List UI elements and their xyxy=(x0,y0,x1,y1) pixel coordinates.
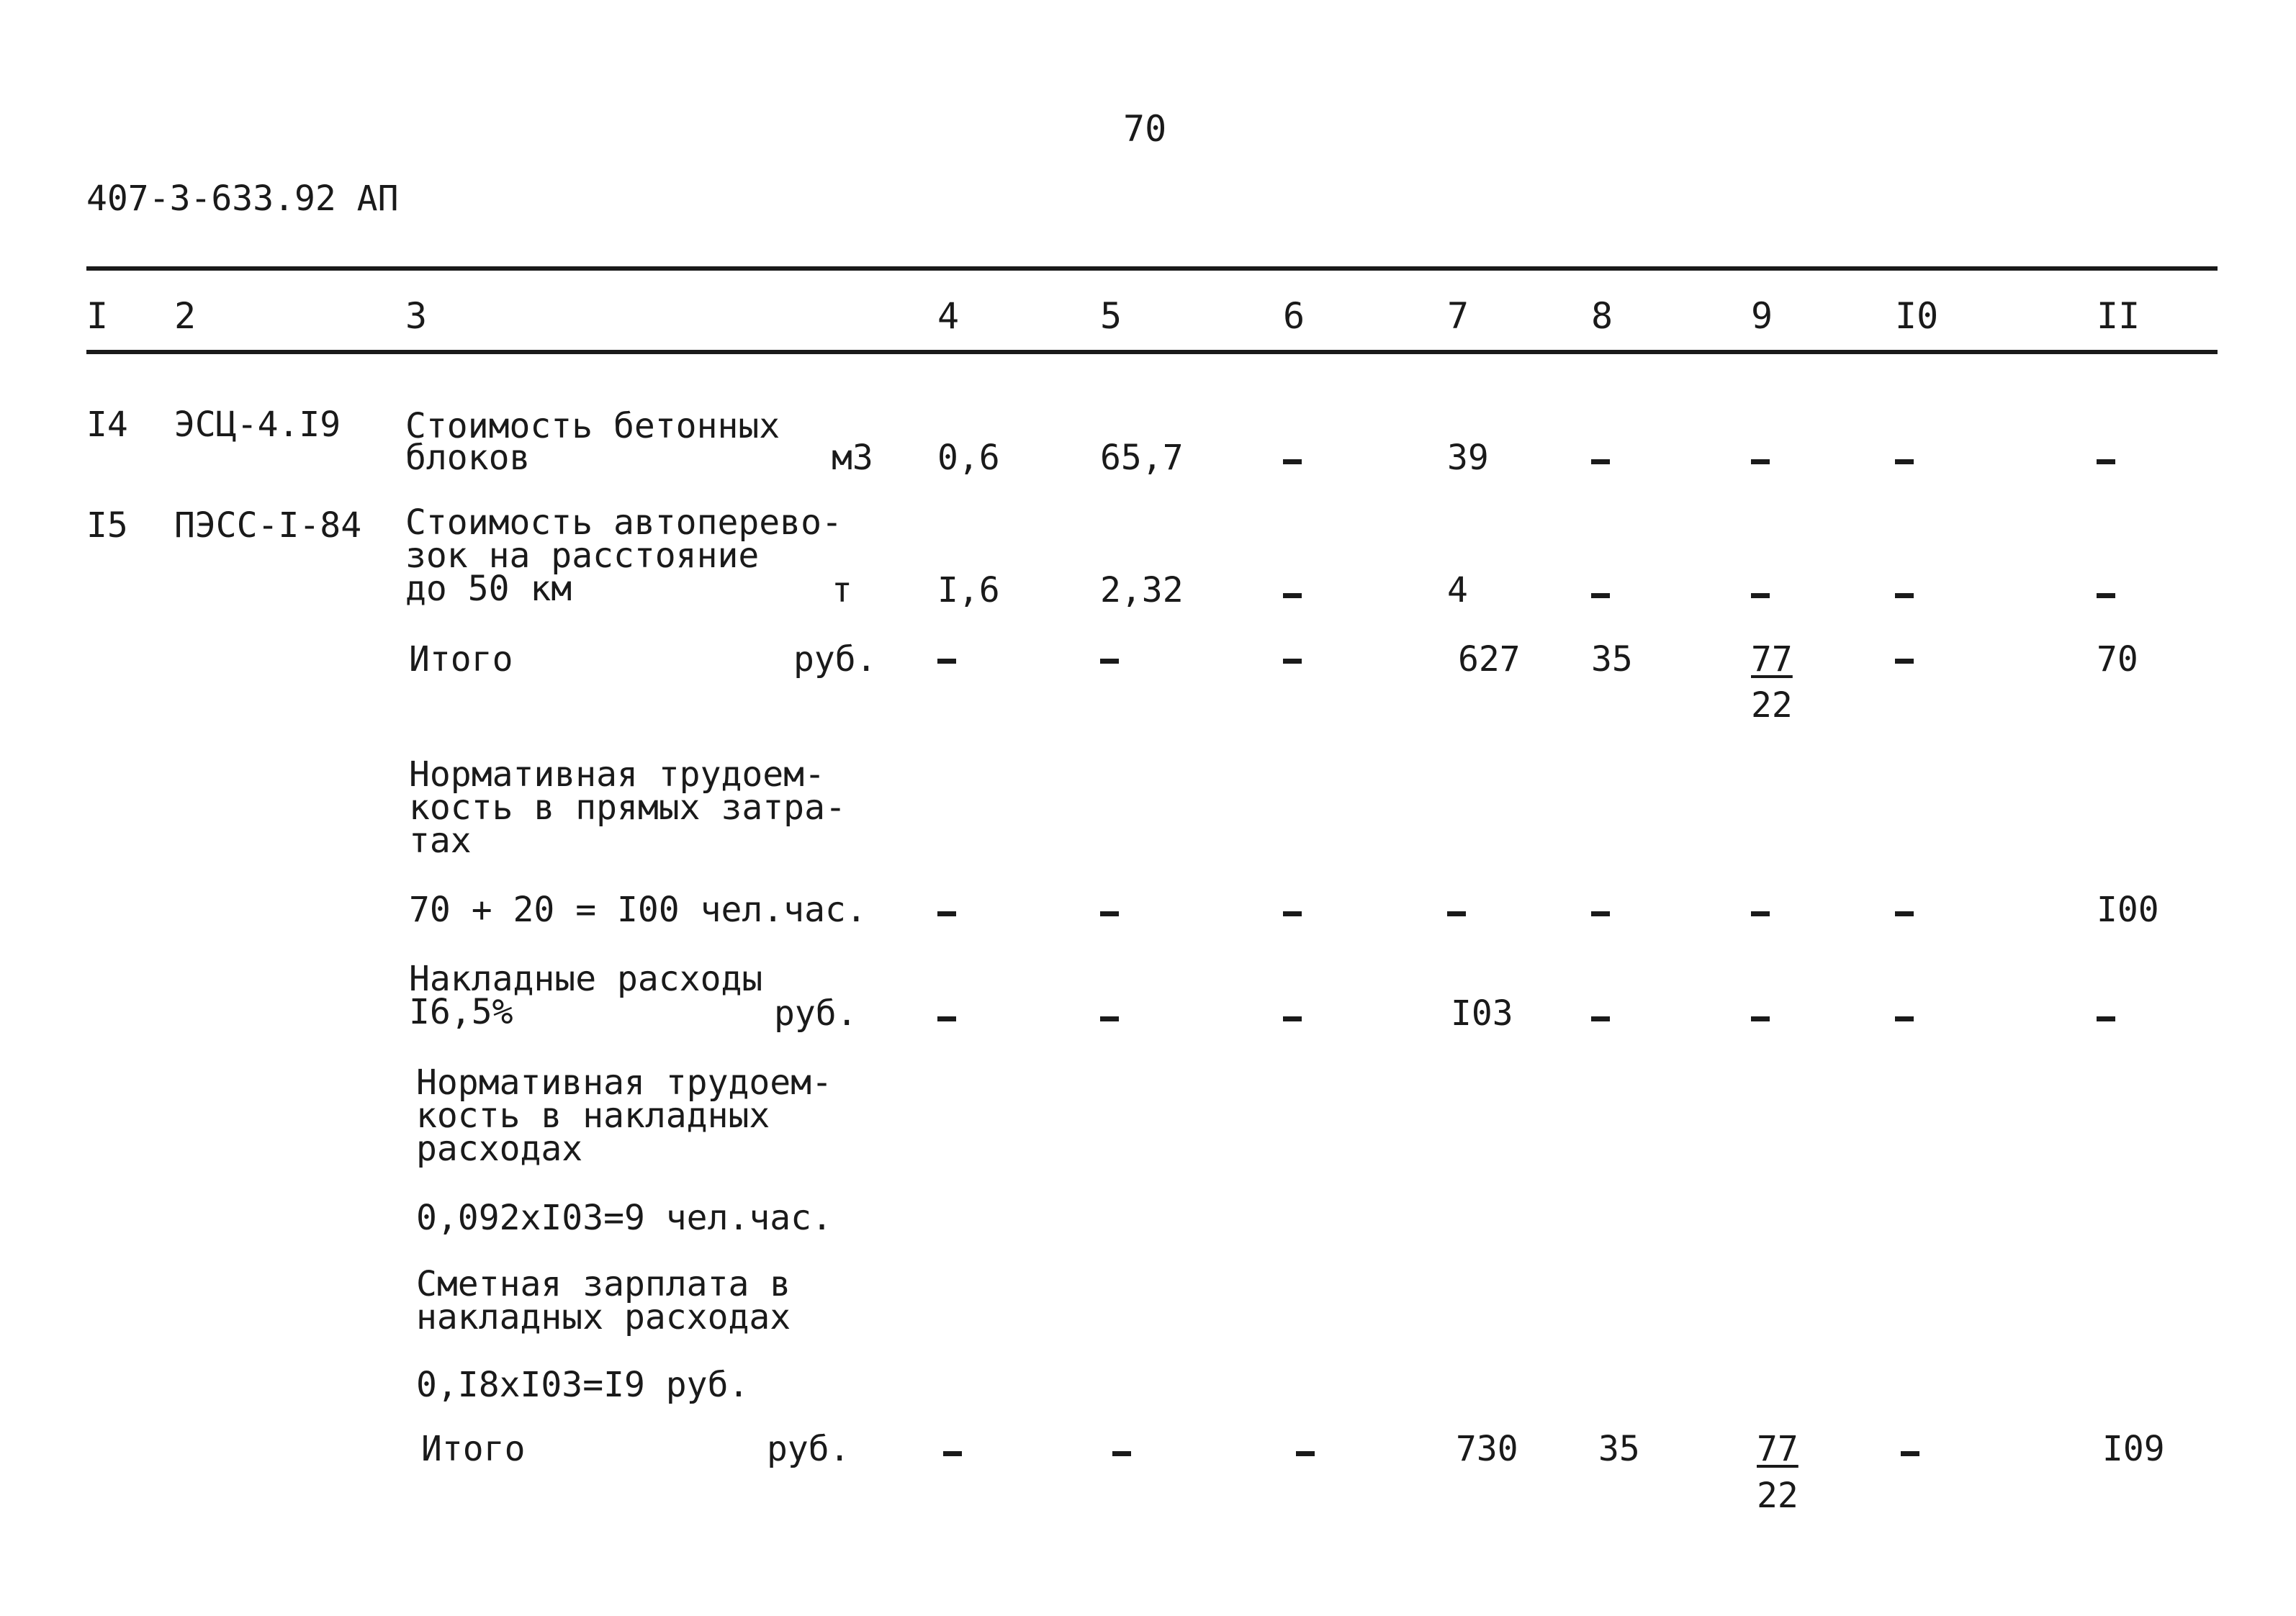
wage-overhead-calc: 0,I8хI03=I9 руб. xyxy=(416,1365,749,1405)
header-rule-bottom xyxy=(86,350,2218,354)
note-line: Нормативная трудоем- xyxy=(409,754,825,795)
cell-col-11: I00 xyxy=(2097,890,2159,930)
row-number: I5 xyxy=(86,505,128,546)
header-col-5: 5 xyxy=(1100,295,1122,337)
header-rule-top xyxy=(86,266,2218,271)
row-unit: м3 xyxy=(832,438,873,478)
row-unit: т xyxy=(832,570,852,610)
dash xyxy=(1591,1016,1610,1021)
dash xyxy=(937,1016,956,1021)
dash xyxy=(1895,593,1914,598)
cell-col-8: 35 xyxy=(1598,1429,1640,1469)
dash xyxy=(1591,911,1610,916)
overhead-line: I6,5% xyxy=(409,992,513,1032)
dash xyxy=(1751,593,1770,598)
total-label: Итого xyxy=(421,1429,526,1469)
dash xyxy=(1283,593,1302,598)
dash xyxy=(1296,1451,1315,1456)
dash xyxy=(1751,911,1770,916)
row-description-line: Стоимость автоперево- xyxy=(405,502,842,543)
cell-col-7: 39 xyxy=(1447,438,1489,478)
header-col-3: 3 xyxy=(405,295,428,337)
note-line: расходах xyxy=(416,1129,583,1169)
cell-col-9-numerator: 77 xyxy=(1757,1429,1798,1469)
document-code: 407-3-633.92 АП xyxy=(86,179,399,219)
header-col-11: II xyxy=(2097,295,2140,337)
dash xyxy=(1283,1016,1302,1021)
dash xyxy=(1895,459,1914,464)
note-line: накладных расходах xyxy=(416,1297,791,1337)
cell-col-5: 65,7 xyxy=(1100,438,1184,478)
header-col-6: 6 xyxy=(1283,295,1305,337)
row-description-line: до 50 км xyxy=(405,569,572,609)
total-unit: руб. xyxy=(767,1429,850,1469)
dash xyxy=(1591,593,1610,598)
dash xyxy=(1591,459,1610,464)
dash xyxy=(1100,1016,1119,1021)
note-line: Нормативная трудоем- xyxy=(416,1062,832,1103)
dash xyxy=(1100,911,1119,916)
row-number: I4 xyxy=(86,405,128,445)
dash xyxy=(937,659,956,664)
cell-col-8: 35 xyxy=(1591,639,1633,680)
note-line: кость в прямых затра- xyxy=(409,787,846,828)
cell-col-7: 4 xyxy=(1447,570,1468,610)
total-label: Итого xyxy=(409,639,513,680)
dash xyxy=(1283,659,1302,664)
note-line: тах xyxy=(409,821,472,861)
dash xyxy=(1100,659,1119,664)
cell-col-9-denominator: 22 xyxy=(1751,685,1793,726)
dash xyxy=(943,1451,962,1456)
cell-col-11: 70 xyxy=(2097,639,2138,680)
total-unit: руб. xyxy=(793,639,877,680)
row-code: ЭСЦ-4.I9 xyxy=(174,405,341,445)
header-col-4: 4 xyxy=(937,295,960,337)
dash xyxy=(1895,659,1914,664)
labor-overhead-calc: 0,092хI03=9 чел.час. xyxy=(416,1198,832,1238)
row-description-line: зок на расстояние xyxy=(405,536,760,576)
cell-col-4: I,6 xyxy=(937,570,1000,610)
cell-col-11: I09 xyxy=(2102,1429,2165,1469)
dash xyxy=(1283,459,1302,464)
dash xyxy=(1112,1451,1131,1456)
labor-calc-text: 70 + 20 = I00 чел.час. xyxy=(409,890,867,930)
cell-col-5: 2,32 xyxy=(1100,570,1184,610)
dash xyxy=(1751,459,1770,464)
cell-col-7: 730 xyxy=(1456,1429,1518,1469)
note-line: Сметная зарплата в xyxy=(416,1264,791,1304)
cell-col-4: 0,6 xyxy=(937,438,1000,478)
dash xyxy=(2097,1016,2115,1021)
header-col-8: 8 xyxy=(1591,295,1613,337)
cell-col-7: I03 xyxy=(1451,993,1513,1034)
header-col-9: 9 xyxy=(1751,295,1773,337)
row-description-line: Стоимость бетонных xyxy=(405,406,780,446)
dash xyxy=(2097,593,2115,598)
overhead-unit: руб. xyxy=(774,993,857,1034)
dash xyxy=(1895,911,1914,916)
dash xyxy=(1751,1016,1770,1021)
cell-col-7: 627 xyxy=(1458,639,1521,680)
overhead-line: Накладные расходы xyxy=(409,959,763,999)
dash xyxy=(2097,459,2115,464)
dash xyxy=(937,911,956,916)
note-line: кость в накладных xyxy=(416,1096,770,1136)
cell-col-9-numerator: 77 xyxy=(1751,639,1793,680)
page-number: 70 xyxy=(1123,108,1167,150)
row-description-line: блоков xyxy=(405,438,531,478)
cell-col-9-denominator: 22 xyxy=(1757,1476,1798,1516)
header-col-10: I0 xyxy=(1895,295,1939,337)
dash xyxy=(1901,1451,1919,1456)
row-code: ПЭСС-I-84 xyxy=(174,505,362,546)
dash xyxy=(1447,911,1466,916)
dash xyxy=(1283,911,1302,916)
header-col-1: I xyxy=(86,295,109,337)
header-col-2: 2 xyxy=(174,295,197,337)
dash xyxy=(1895,1016,1914,1021)
header-col-7: 7 xyxy=(1447,295,1469,337)
